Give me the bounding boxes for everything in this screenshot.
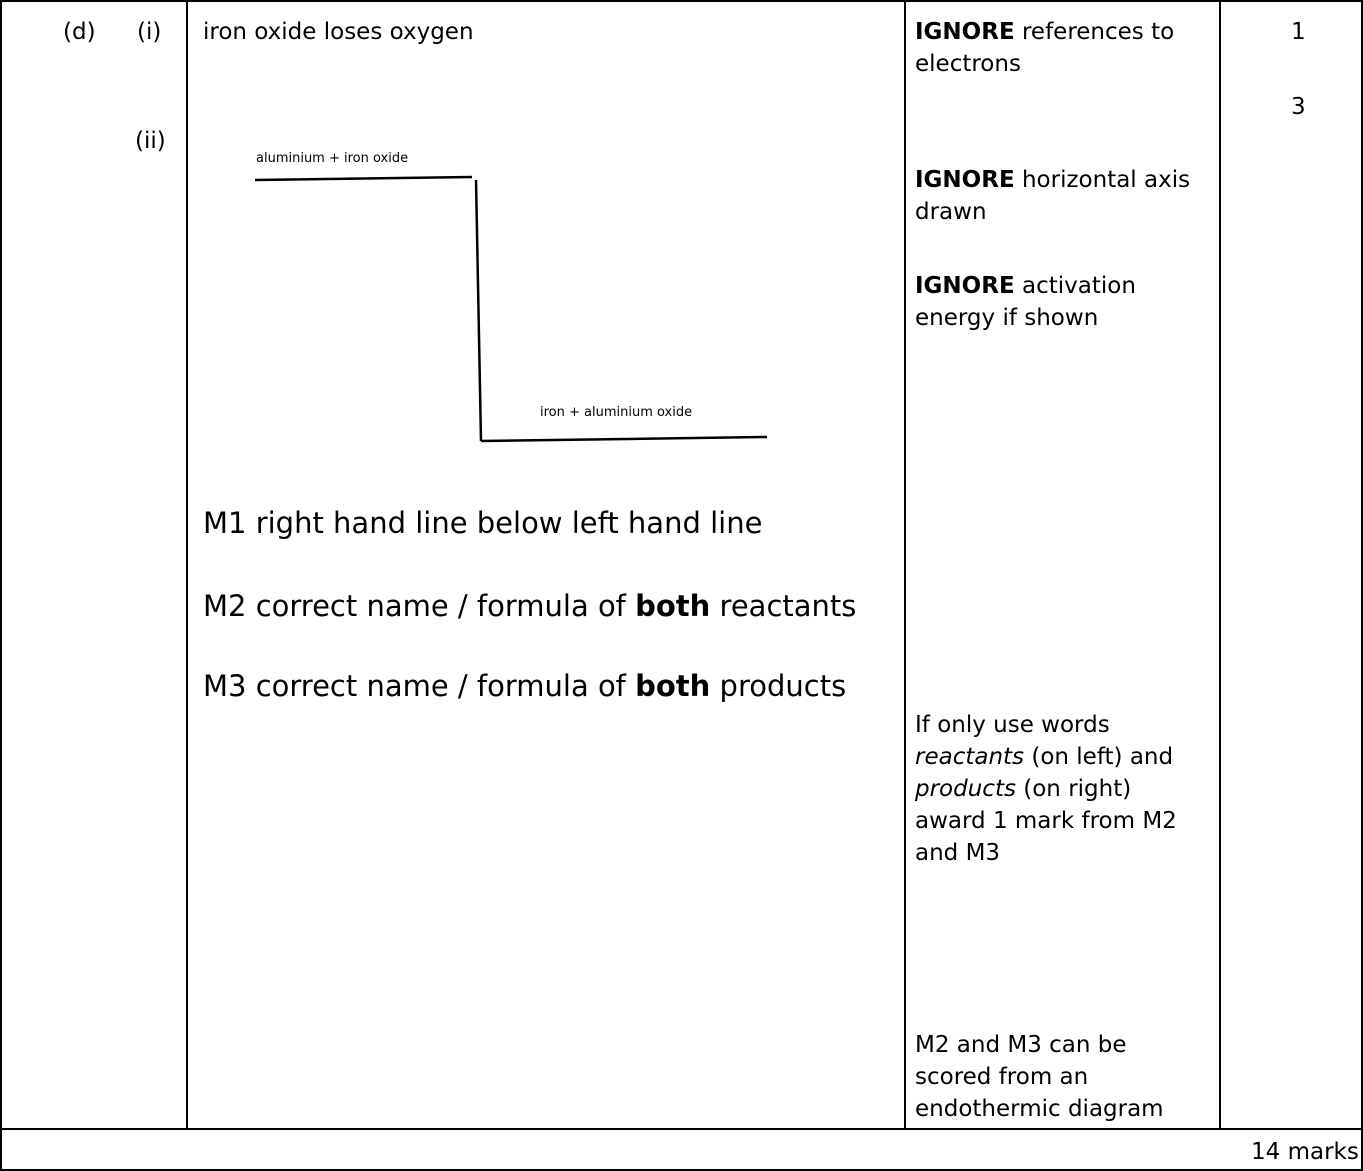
question-part-label: (d) [63, 19, 96, 45]
total-marks: 14 marks [1251, 1139, 1359, 1165]
answer-i-text: iron oxide loses oxygen [203, 19, 474, 45]
marking-point-m3: M3 correct name / formula of both products [203, 669, 847, 703]
energy-drop-line [476, 180, 481, 441]
guidance-ignore-electrons: IGNORE references to electrons [915, 19, 1175, 77]
reactants-level-line [255, 177, 472, 180]
mark-i: 1 [1291, 19, 1306, 45]
guidance-ignore-horizontal-axis: IGNORE horizontal axis drawn [915, 167, 1191, 225]
sub-question-i-label: (i) [137, 19, 162, 45]
products-label: iron + aluminium oxide [540, 405, 693, 420]
marking-point-m1: M1 right hand line below left hand line [203, 506, 763, 540]
sub-question-ii-label: (ii) [135, 128, 166, 154]
mark-ii: 3 [1291, 94, 1306, 120]
row-divider-total [0, 1128, 1363, 1130]
reactants-label: aluminium + iron oxide [256, 151, 409, 166]
guidance-words-only: If only use words reactants (on left) and products (on right) award 1 mark from M2 and M3 [915, 712, 1177, 866]
guidance-ignore-activation-energy: IGNORE activation energy if shown [915, 273, 1136, 331]
marking-point-m2: M2 correct name / formula of both reactants [203, 589, 857, 623]
guidance-endothermic: M2 and M3 can be scored from an endothermic diagram [915, 1032, 1164, 1122]
products-level-line [481, 437, 767, 441]
